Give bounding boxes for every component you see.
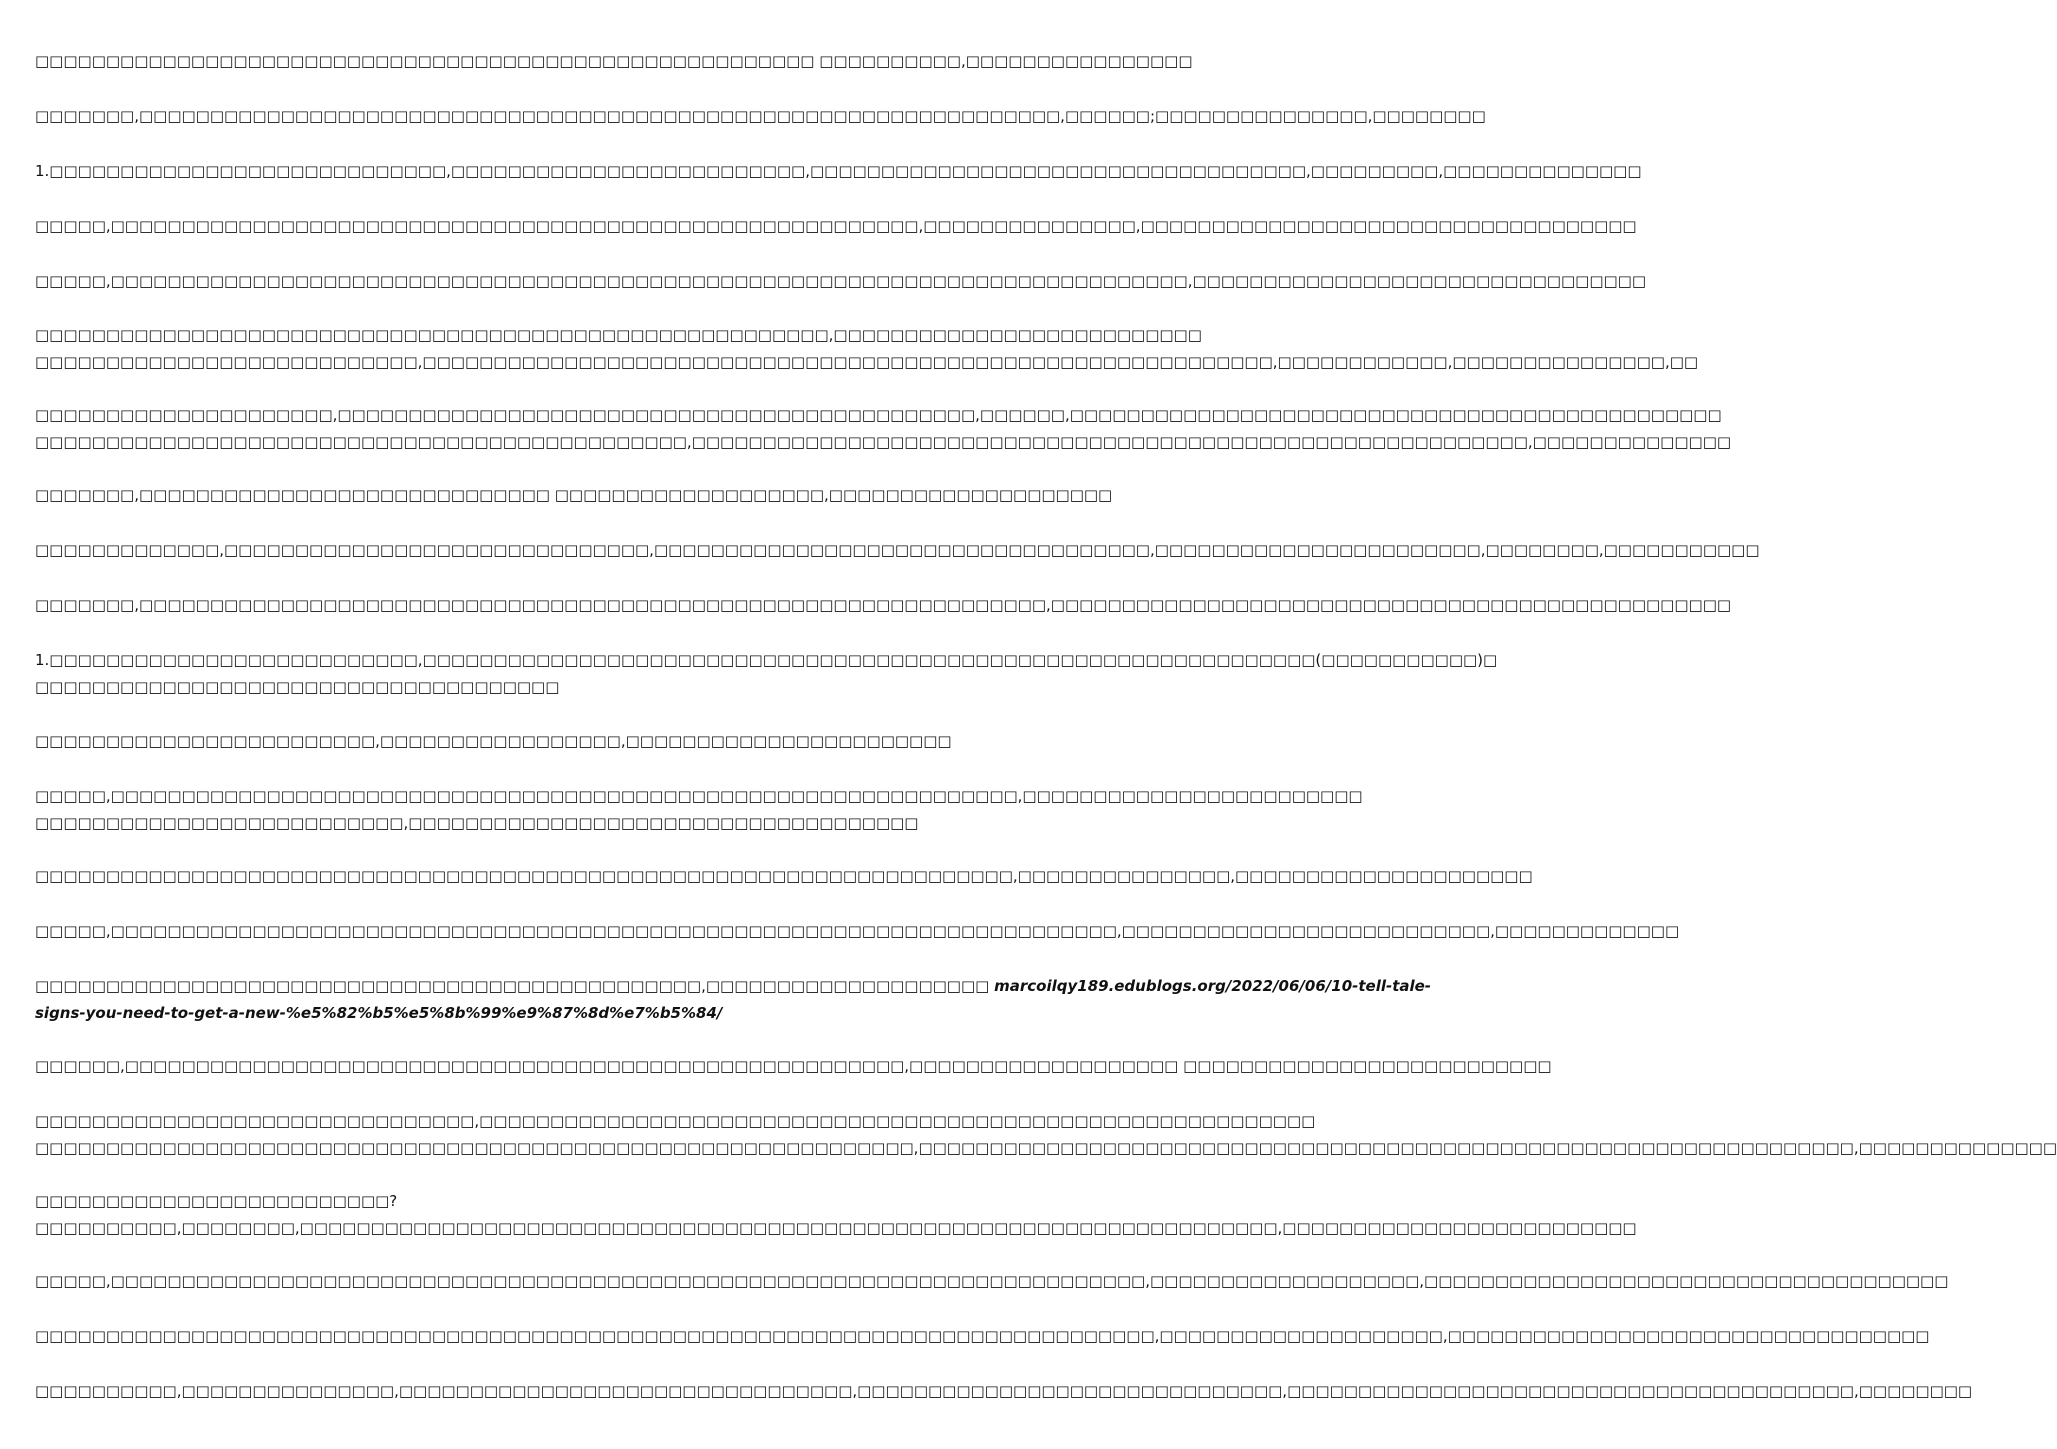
text-line: □□□□□□□□□□□□□□□□□□□□□□□□□□□□□□□□□□□□□□□□□□□□□□,□□□□□□□□□□□□□□□□□□□□□□□□□□□□□□□□□□□□□□□□□□□□□□□□□□□□□□□□□□□,□□□□□□□□□□□□□□ [35,433,1732,451]
paragraph-10 [35,592,1732,619]
paragraph-2 [35,103,1486,130]
text-line [35,1000,990,1027]
text-line: 1.□□□□□□□□□□□□□□□□□□□□□□□□□□□□,□□□□□□□□□□□□□□□□□□□□□□□□□,□□□□□□□□□□□□□□□□□□□□□□□□□□□□□□□□□□□,□□□□□□□□□,□□□□□□□□□□□□□□ [35,162,1642,180]
text-line: □□□□□□□□□□,□□□□□□□□,□□□□□□□□□□□□□□□□□□□□□□□□□□□□□□□□□□□□□□□□□□□□□□□□□□□□□□□□□□□□□□□□□□□□□,□□□□□□□□□□□□□□□□□□□□□□□□□ [35,1219,1637,1237]
paragraph-19 [35,1188,1637,1242]
text-line [35,973,1432,1000]
text-line: □□□□□,□□□□□□□□□□□□□□□□□□□□□□□□□□□□□□□□□□□□□□□□□□□□□□□□□□□□□□□□□□□□□□□□□□□□□□□,□□□□□□□□□□□□□□□□□□□□□□□□□□,□□□□□□□□□□□□□ [35,922,1680,940]
text-line: □□□□□,□□□□□□□□□□□□□□□□□□□□□□□□□□□□□□□□□□□□□□□□□□□□□□□□□□□□□□□□□,□□□□□□□□□□□□□□□,□□□□□□□□□□□□□□□□□□□□□□□□□□□□□□□□□□□ [35,217,1637,235]
text-line: □□□□□□□□□□□□□□□□□□□□□□□□□□,□□□□□□□□□□□□□□□□□□□□□□□□□□□□□□□□□□□□ [35,814,919,832]
paragraph-18 [35,1108,2057,1162]
text-line: □□□□□□□□□□□□□□□□□□□□□□□□□□□□□□□□□□□□□□□□□□□□□□□□□□□□□□□□,□□□□□□□□□□□□□□□□□□□□□□□□□□ [35,326,1202,344]
paragraph-9 [35,537,1760,564]
paragraph-20 [35,1268,1949,1295]
text-line: □□□□□□□□□□□□□□□□□□□□□□□□□? [35,1192,398,1210]
text-line: □□□□□□□□□□□□□□□□□□□□□□□□□□□,□□□□□□□□□□□□□□□□□□□□□□□□□□□□□□□□□□□□□□□□□□□□□□□□□□□□□□□□□□□□,□□□□□□□□□□□□,□□□□□□□□□□□□□□□,□□ [35,353,1699,371]
text-line: □□□□□□□□□□□□□□□□□□□□□□□□□□□□□□□□□□□□□ [35,678,560,696]
text-line: □□□□□□□□□□□□□□□□□□□□□□□□□□□□□□□□□□□□□□□□□□□□□□□□□□□□□□□ □□□□□□□□□□,□□□□□□□□□□□□□□□□ [35,52,1193,70]
paragraph-13 [35,783,1363,837]
paragraph-11 [35,647,1498,701]
text-line: □□□□□□□,□□□□□□□□□□□□□□□□□□□□□□□□□□□□□□□□□□□□□□□□□□□□□□□□□□□□□□□□□□□□□□□□□,□□□□□□;□□□□□□□□□□□□□□□,□□□□□□□□ [35,107,1486,125]
text-line: □□□□□□,□□□□□□□□□□□□□□□□□□□□□□□□□□□□□□□□□□□□□□□□□□□□□□□□□□□□□□□,□□□□□□□□□□□□□□□□□□□ □□□□□□□□□□□□□□□□□□□□□□□□□□ [35,1057,1552,1075]
paragraph-3 [35,158,1642,185]
text-line: □□□□□,□□□□□□□□□□□□□□□□□□□□□□□□□□□□□□□□□□□□□□□□□□□□□□□□□□□□□□□□□□□□□□□□□□□□□□□□□,□□□□□□□□□□□□□□□□□□□,□□□□□□□□□□□□□□□□□□□□□□□□□□□□□□□□□□□□□ [35,1272,1949,1290]
paragraph-5 [35,268,1647,295]
text-line: □□□□□□□□□□□□□□□□□□□□□□□□□□□□□□□□□□□□□□□□□□□□□□□□□□□□□□□□□□□□□□□□□□□□□,□□□□□□□□□□□□□□□,□□□□□□□□□□□□□□□□□□□□□ [35,867,1533,885]
paragraph-12 [35,728,990,755]
paragraph-22 [35,1378,1973,1405]
text-line: □□□□□□□□□□□□□□□□□□□□□□□□□□□□□□□,□□□□□□□□□□□□□□□□□□□□□□□□□□□□□□□□□□□□□□□□□□□□□□□□□□□□□□□□□□□ [35,1112,1316,1130]
paragraph-4 [35,213,1637,240]
paragraph-17 [35,1053,1552,1080]
text-line: □□□□□□□,□□□□□□□□□□□□□□□□□□□□□□□□□□□□□ □□□□□□□□□□□□□□□□□□□,□□□□□□□□□□□□□□□□□□□□ [35,486,1113,504]
text-line: □□□□□,□□□□□□□□□□□□□□□□□□□□□□□□□□□□□□□□□□□□□□□□□□□□□□□□□□□□□□□□□□□□□□□□,□□□□□□□□□□□□□□□□□□□□□□□□ [35,787,1363,805]
text-line: □□□□□,□□□□□□□□□□□□□□□□□□□□□□□□□□□□□□□□□□□□□□□□□□□□□□□□□□□□□□□□□□□□□□□□□□□□□□□□□□□□,□□□□□□□□□□□□□□□□□□□□□□□□□□□□□□□□ [35,272,1647,290]
text-line: □□□□□□□□□□□□□□□□□□□□□□□□□□□□□□□□□□□□□□□□□□□□□□□□□□□□□□□□□□□□□□□□□□□□□□□□□□□□□□□,□□□□□□□□□□□□□□□□□□□□,□□□□□□□□□□□□□□□□□□□□□□□□□□□□□□□□□□ [35,1327,1930,1345]
paragraph-7 [35,402,1732,456]
paragraph-21 [35,1323,1930,1350]
text-run: □□□□□□□□□□□□□□□□□□□□□□□□□□□□□□□□□□□□□□□□□□□□□□□,□□□□□□□□□□□□□□□□□□□□ [35,977,990,995]
text-line: □□□□□□□,□□□□□□□□□□□□□□□□□□□□□□□□□□□□□□□□□□□□□□□□□□□□□□□□□□□□□□□□□□□□□□□□,□□□□□□□□□□□□□□□□□□□□□□□□□□□□□□□□□□□□□□□□□□□□□□□□ [35,596,1732,614]
blog-link[interactable]: marcoilqy189.edublogs.org/2022/06/06/10-tell-tale- [994,977,1432,995]
paragraph-1 [35,48,1193,75]
text-line: □□□□□□□□□□,□□□□□□□□□□□□□□□,□□□□□□□□□□□□□□□□□□□□□□□□□□□□□□□□,□□□□□□□□□□□□□□□□□□□□□□□□□□□□□□,□□□□□□□□□□□□□□□□□□□□□□□□□□□□□□□□□□□□□□□□,□□□□□□□□ [35,1382,1973,1400]
paragraph-15 [35,918,1680,945]
paragraph-16 [35,973,1432,1027]
text-line: 1.□□□□□□□□□□□□□□□□□□□□□□□□□□,□□□□□□□□□□□□□□□□□□□□□□□□□□□□□□□□□□□□□□□□□□□□□□□□□□□□□□□□□□□□□□□(□□□□□□□□□□□)□ [35,651,1498,669]
paragraph-8 [35,482,1113,509]
paragraph-14 [35,863,1533,890]
text-line: □□□□□□□□□□□□□,□□□□□□□□□□□□□□□□□□□□□□□□□□□□□□,□□□□□□□□□□□□□□□□□□□□□□□□□□□□□□□□□□□,□□□□□□□□□□□□□□□□□□□□□□□,□□□□□□□□,□□□□□□□□□□□ [35,541,1760,559]
paragraph-6 [35,322,1699,376]
text-line: □□□□□□□□□□□□□□□□□□□□□□□□□□□□□□□□□□□□□□□□□□□□□□□□□□□□□□□□□□□□□□,□□□□□□□□□□□□□□□□□□□□□□□□□□□□□□□□□□□□□□□□□□□□□□□□□□□□□□□□□□□□□□□□□□,□□□□□□□□□□□□□□ [35,1139,2057,1157]
text-line: □□□□□□□□□□□□□□□□□□□□□□□□,□□□□□□□□□□□□□□□□□,□□□□□□□□□□□□□□□□□□□□□□□ [35,732,952,750]
text-line: □□□□□□□□□□□□□□□□□□□□□,□□□□□□□□□□□□□□□□□□□□□□□□□□□□□□□□□□□□□□□□□□□□□,□□□□□□,□□□□□□□□□□□□□□□□□□□□□□□□□□□□□□□□□□□□□□□□□□□□□□ [35,406,1722,424]
blog-link-continued[interactable]: signs-you-need-to-get-a-new-%e5%82%b5%e5%8b%99%e9%87%8d%e7%b5%84/ [35,1004,723,1022]
